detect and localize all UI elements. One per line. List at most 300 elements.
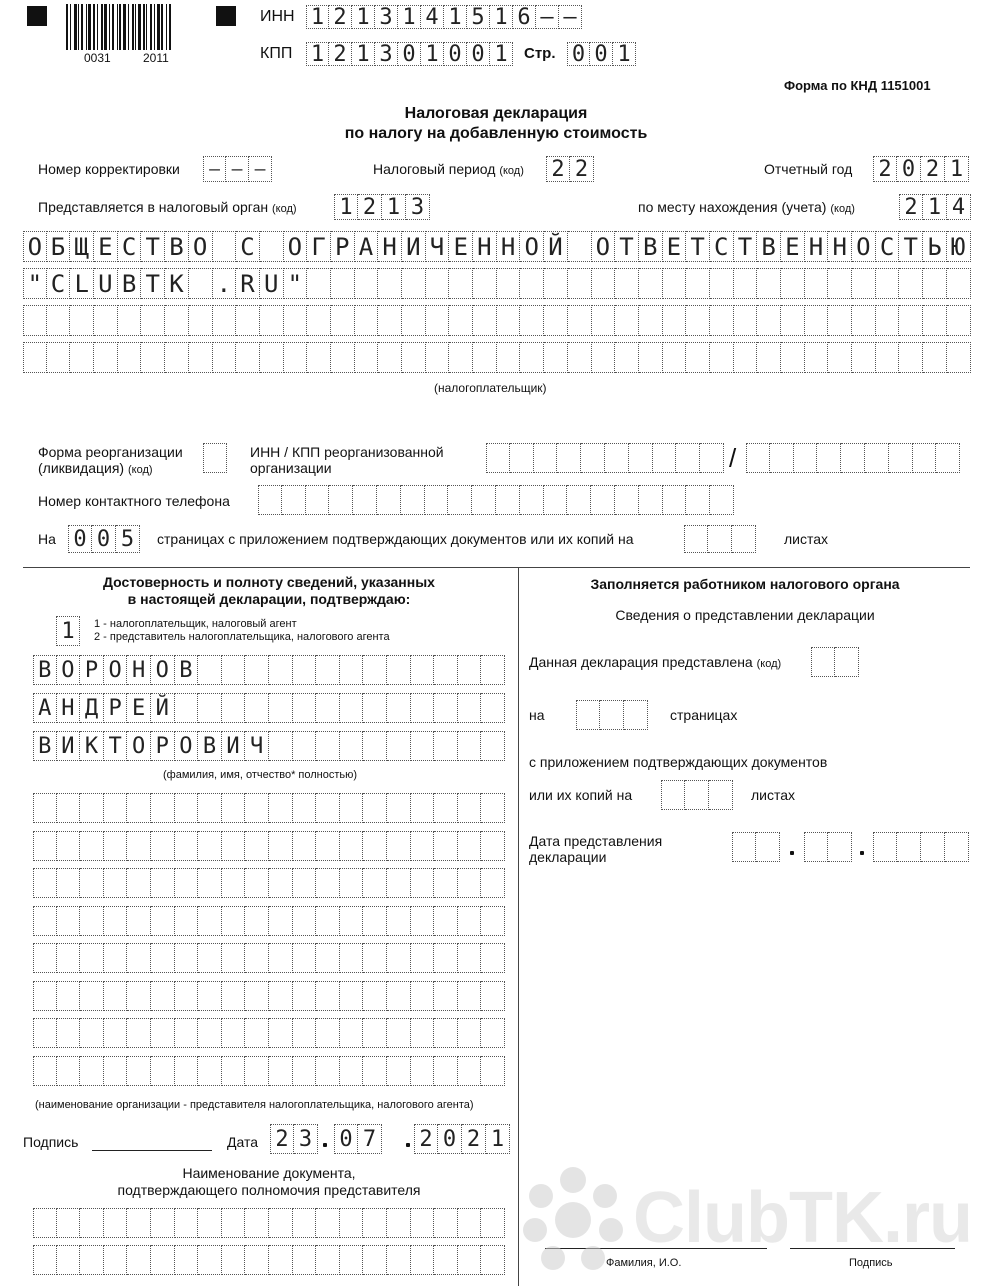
location-cells[interactable] <box>899 194 971 220</box>
taxpayer-row-2[interactable] <box>23 268 971 299</box>
char-cell[interactable] <box>127 981 151 1011</box>
char-cell[interactable] <box>340 655 364 685</box>
char-cell[interactable] <box>676 443 700 473</box>
char-cell[interactable] <box>331 268 355 299</box>
char-cell[interactable] <box>581 443 605 473</box>
char-cell[interactable] <box>663 485 687 515</box>
char-cell[interactable]: – <box>226 156 249 182</box>
char-cell[interactable] <box>141 342 165 373</box>
char-cell[interactable] <box>686 342 710 373</box>
char-cell[interactable] <box>269 981 293 1011</box>
char-cell[interactable]: Н <box>127 655 151 685</box>
char-cell[interactable] <box>151 943 175 973</box>
reorg-inn-cells[interactable] <box>486 443 724 473</box>
char-cell[interactable] <box>794 443 818 473</box>
char-cell[interactable] <box>355 268 379 299</box>
char-cell[interactable]: 1 <box>945 156 969 182</box>
char-cell[interactable] <box>258 485 282 515</box>
char-cell[interactable] <box>781 342 805 373</box>
char-cell[interactable]: В <box>198 731 222 761</box>
char-cell[interactable]: 2 <box>462 1124 486 1154</box>
char-cell[interactable] <box>568 268 592 299</box>
char-cell[interactable] <box>175 1208 199 1238</box>
char-cell[interactable] <box>293 1056 317 1086</box>
char-cell[interactable]: В <box>639 231 663 262</box>
char-cell[interactable] <box>260 342 284 373</box>
name-cells[interactable] <box>33 693 505 723</box>
char-cell[interactable]: 5 <box>467 5 490 29</box>
char-cell[interactable] <box>269 831 293 861</box>
char-cell[interactable]: 1 <box>486 1124 510 1154</box>
char-cell[interactable] <box>534 443 558 473</box>
char-cell[interactable] <box>245 1208 269 1238</box>
char-cell[interactable]: 0 <box>398 42 421 66</box>
char-cell[interactable] <box>449 342 473 373</box>
char-cell[interactable] <box>33 943 57 973</box>
char-cell[interactable] <box>284 305 308 336</box>
char-cell[interactable]: Е <box>94 231 118 262</box>
correction-cells[interactable] <box>203 156 272 182</box>
char-cell[interactable] <box>316 831 340 861</box>
char-cell[interactable] <box>316 655 340 685</box>
char-cell[interactable]: О <box>57 655 81 685</box>
char-cell[interactable] <box>557 443 581 473</box>
char-cell[interactable] <box>104 943 128 973</box>
char-cell[interactable] <box>811 647 835 677</box>
char-cell[interactable] <box>293 906 317 936</box>
char-cell[interactable] <box>33 906 57 936</box>
char-cell[interactable] <box>434 868 458 898</box>
char-cell[interactable] <box>269 1056 293 1086</box>
char-cell[interactable] <box>923 268 947 299</box>
char-cell[interactable]: Е <box>127 693 151 723</box>
char-cell[interactable] <box>411 731 435 761</box>
submission-month-cells[interactable] <box>804 832 852 862</box>
char-cell[interactable] <box>756 832 780 862</box>
char-cell[interactable] <box>316 693 340 723</box>
char-cell[interactable] <box>23 342 47 373</box>
grid-row[interactable] <box>33 1056 505 1086</box>
char-cell[interactable] <box>127 1245 151 1275</box>
char-cell[interactable] <box>852 268 876 299</box>
char-cell[interactable]: Й <box>151 693 175 723</box>
char-cell[interactable]: Р <box>80 655 104 685</box>
char-cell[interactable]: А <box>33 693 57 723</box>
char-cell[interactable] <box>33 1208 57 1238</box>
char-cell[interactable] <box>899 305 923 336</box>
char-cell[interactable] <box>411 1208 435 1238</box>
char-cell[interactable] <box>127 943 151 973</box>
char-cell[interactable] <box>458 793 482 823</box>
char-cell[interactable]: 2 <box>873 156 897 182</box>
char-cell[interactable]: 3 <box>406 194 430 220</box>
char-cell[interactable] <box>805 342 829 373</box>
char-cell[interactable] <box>245 868 269 898</box>
char-cell[interactable] <box>340 1245 364 1275</box>
char-cell[interactable] <box>458 1056 482 1086</box>
char-cell[interactable] <box>33 981 57 1011</box>
char-cell[interactable] <box>434 731 458 761</box>
char-cell[interactable] <box>260 305 284 336</box>
char-cell[interactable] <box>378 268 402 299</box>
char-cell[interactable] <box>307 342 331 373</box>
char-cell[interactable] <box>434 906 458 936</box>
char-cell[interactable]: Т <box>615 231 639 262</box>
char-cell[interactable] <box>757 305 781 336</box>
char-cell[interactable]: 0 <box>590 42 613 66</box>
surname-cells[interactable] <box>33 655 505 685</box>
char-cell[interactable] <box>189 342 213 373</box>
char-cell[interactable] <box>80 1056 104 1086</box>
char-cell[interactable] <box>411 793 435 823</box>
char-cell[interactable] <box>340 1208 364 1238</box>
char-cell[interactable]: Т <box>104 731 128 761</box>
char-cell[interactable] <box>663 268 687 299</box>
char-cell[interactable] <box>118 342 142 373</box>
char-cell[interactable]: В <box>175 655 199 685</box>
char-cell[interactable]: 2 <box>329 42 352 66</box>
char-cell[interactable]: Н <box>805 231 829 262</box>
char-cell[interactable] <box>732 832 756 862</box>
char-cell[interactable]: 0 <box>334 1124 358 1154</box>
char-cell[interactable] <box>175 693 199 723</box>
char-cell[interactable] <box>198 1056 222 1086</box>
char-cell[interactable] <box>316 1208 340 1238</box>
char-cell[interactable]: Р <box>104 693 128 723</box>
char-cell[interactable] <box>363 831 387 861</box>
char-cell[interactable]: K <box>165 268 189 299</box>
char-cell[interactable] <box>734 342 758 373</box>
char-cell[interactable] <box>175 868 199 898</box>
char-cell[interactable] <box>213 305 237 336</box>
char-cell[interactable]: T <box>141 268 165 299</box>
char-cell[interactable] <box>897 832 921 862</box>
char-cell[interactable] <box>663 305 687 336</box>
char-cell[interactable]: L <box>70 268 94 299</box>
char-cell[interactable]: Н <box>57 693 81 723</box>
char-cell[interactable]: 2 <box>570 156 594 182</box>
char-cell[interactable] <box>104 906 128 936</box>
char-cell[interactable] <box>387 793 411 823</box>
char-cell[interactable] <box>282 485 306 515</box>
char-cell[interactable]: 2 <box>358 194 382 220</box>
officer-sheets-cells[interactable] <box>661 780 733 810</box>
char-cell[interactable] <box>213 231 237 262</box>
char-cell[interactable]: В <box>165 231 189 262</box>
char-cell[interactable] <box>340 943 364 973</box>
char-cell[interactable]: 1 <box>352 42 375 66</box>
char-cell[interactable] <box>639 342 663 373</box>
char-cell[interactable] <box>165 305 189 336</box>
char-cell[interactable] <box>544 305 568 336</box>
char-cell[interactable] <box>94 305 118 336</box>
char-cell[interactable]: 1 <box>490 5 513 29</box>
char-cell[interactable] <box>615 342 639 373</box>
char-cell[interactable] <box>165 342 189 373</box>
char-cell[interactable] <box>947 342 971 373</box>
submitted-code-cells[interactable] <box>811 647 859 677</box>
char-cell[interactable] <box>686 268 710 299</box>
char-cell[interactable]: 1 <box>306 5 329 29</box>
char-cell[interactable] <box>175 831 199 861</box>
char-cell[interactable] <box>732 525 756 553</box>
char-cell[interactable] <box>661 780 685 810</box>
char-cell[interactable] <box>710 268 734 299</box>
char-cell[interactable]: 2 <box>329 5 352 29</box>
char-cell[interactable] <box>700 443 724 473</box>
char-cell[interactable]: Е <box>449 231 473 262</box>
char-cell[interactable]: 1 <box>923 194 947 220</box>
char-cell[interactable] <box>222 1245 246 1275</box>
char-cell[interactable] <box>57 1208 81 1238</box>
char-cell[interactable]: Е <box>781 231 805 262</box>
char-cell[interactable] <box>805 268 829 299</box>
char-cell[interactable]: Н <box>828 231 852 262</box>
grid-row[interactable] <box>33 1018 505 1048</box>
inn-cells[interactable] <box>306 5 582 29</box>
char-cell[interactable] <box>127 1208 151 1238</box>
char-cell[interactable] <box>80 981 104 1011</box>
char-cell[interactable] <box>340 793 364 823</box>
char-cell[interactable] <box>222 943 246 973</box>
char-cell[interactable]: 0 <box>438 1124 462 1154</box>
char-cell[interactable] <box>781 305 805 336</box>
char-cell[interactable]: 4 <box>421 5 444 29</box>
char-cell[interactable]: " <box>23 268 47 299</box>
char-cell[interactable] <box>592 305 616 336</box>
grid-row[interactable] <box>33 943 505 973</box>
char-cell[interactable] <box>269 655 293 685</box>
char-cell[interactable] <box>175 906 199 936</box>
char-cell[interactable] <box>544 485 568 515</box>
char-cell[interactable] <box>260 231 284 262</box>
char-cell[interactable] <box>175 981 199 1011</box>
char-cell[interactable] <box>449 268 473 299</box>
char-cell[interactable] <box>245 1245 269 1275</box>
char-cell[interactable] <box>269 693 293 723</box>
taxpayer-row-4[interactable] <box>23 342 971 373</box>
submission-day-cells[interactable] <box>732 832 780 862</box>
char-cell[interactable] <box>151 831 175 861</box>
char-cell[interactable] <box>222 868 246 898</box>
char-cell[interactable]: Н <box>378 231 402 262</box>
char-cell[interactable]: 5 <box>116 525 140 553</box>
char-cell[interactable] <box>434 981 458 1011</box>
char-cell[interactable] <box>47 342 71 373</box>
char-cell[interactable] <box>222 1056 246 1086</box>
char-cell[interactable] <box>175 1056 199 1086</box>
char-cell[interactable] <box>624 700 648 730</box>
char-cell[interactable] <box>293 1245 317 1275</box>
char-cell[interactable] <box>458 731 482 761</box>
char-cell[interactable]: О <box>127 731 151 761</box>
char-cell[interactable]: Т <box>899 231 923 262</box>
char-cell[interactable] <box>841 443 865 473</box>
char-cell[interactable] <box>817 443 841 473</box>
char-cell[interactable]: B <box>118 268 142 299</box>
char-cell[interactable] <box>434 693 458 723</box>
char-cell[interactable] <box>175 943 199 973</box>
char-cell[interactable]: 0 <box>444 42 467 66</box>
char-cell[interactable] <box>198 981 222 1011</box>
char-cell[interactable] <box>189 268 213 299</box>
char-cell[interactable] <box>104 868 128 898</box>
char-cell[interactable]: И <box>222 731 246 761</box>
char-cell[interactable]: R <box>236 268 260 299</box>
char-cell[interactable] <box>269 1018 293 1048</box>
char-cell[interactable] <box>828 305 852 336</box>
char-cell[interactable] <box>426 342 450 373</box>
char-cell[interactable] <box>947 305 971 336</box>
char-cell[interactable] <box>936 443 960 473</box>
char-cell[interactable]: . <box>213 268 237 299</box>
char-cell[interactable] <box>245 831 269 861</box>
char-cell[interactable] <box>520 342 544 373</box>
char-cell[interactable] <box>402 342 426 373</box>
char-cell[interactable] <box>57 1245 81 1275</box>
char-cell[interactable] <box>203 443 227 473</box>
char-cell[interactable] <box>127 868 151 898</box>
char-cell[interactable] <box>710 342 734 373</box>
char-cell[interactable] <box>387 906 411 936</box>
char-cell[interactable]: 3 <box>375 5 398 29</box>
grid-row[interactable] <box>33 868 505 898</box>
char-cell[interactable] <box>151 1208 175 1238</box>
char-cell[interactable] <box>497 342 521 373</box>
char-cell[interactable] <box>770 443 794 473</box>
signature-line[interactable] <box>92 1150 212 1151</box>
char-cell[interactable] <box>615 268 639 299</box>
char-cell[interactable]: 2 <box>899 194 923 220</box>
char-cell[interactable] <box>520 268 544 299</box>
char-cell[interactable] <box>33 831 57 861</box>
char-cell[interactable] <box>329 485 353 515</box>
char-cell[interactable]: Ю <box>947 231 971 262</box>
char-cell[interactable] <box>411 943 435 973</box>
char-cell[interactable] <box>378 305 402 336</box>
char-cell[interactable] <box>94 342 118 373</box>
phone-cells[interactable] <box>258 485 734 515</box>
char-cell[interactable] <box>913 443 937 473</box>
char-cell[interactable]: О <box>592 231 616 262</box>
char-cell[interactable] <box>245 655 269 685</box>
char-cell[interactable] <box>591 485 615 515</box>
char-cell[interactable] <box>473 268 497 299</box>
officer-pages-cells[interactable] <box>576 700 648 730</box>
char-cell[interactable] <box>402 268 426 299</box>
char-cell[interactable] <box>708 525 732 553</box>
char-cell[interactable]: " <box>284 268 308 299</box>
char-cell[interactable] <box>411 868 435 898</box>
char-cell[interactable]: 0 <box>467 42 490 66</box>
char-cell[interactable]: 1 <box>421 42 444 66</box>
char-cell[interactable] <box>222 655 246 685</box>
char-cell[interactable] <box>411 981 435 1011</box>
period-cells[interactable] <box>546 156 594 182</box>
char-cell[interactable] <box>80 1018 104 1048</box>
char-cell[interactable] <box>947 268 971 299</box>
char-cell[interactable] <box>411 1245 435 1275</box>
char-cell[interactable] <box>293 693 317 723</box>
submission-year-cells[interactable] <box>873 832 969 862</box>
char-cell[interactable]: 3 <box>375 42 398 66</box>
taxpayer-row-3[interactable] <box>23 305 971 336</box>
char-cell[interactable] <box>331 342 355 373</box>
char-cell[interactable] <box>363 793 387 823</box>
char-cell[interactable] <box>425 485 449 515</box>
char-cell[interactable]: С <box>118 231 142 262</box>
char-cell[interactable]: Н <box>473 231 497 262</box>
char-cell[interactable] <box>629 443 653 473</box>
char-cell[interactable]: – <box>249 156 272 182</box>
char-cell[interactable] <box>175 1245 199 1275</box>
char-cell[interactable]: 0 <box>567 42 590 66</box>
char-cell[interactable] <box>387 1208 411 1238</box>
char-cell[interactable] <box>198 793 222 823</box>
char-cell[interactable] <box>510 443 534 473</box>
char-cell[interactable] <box>434 793 458 823</box>
reorg-kpp-cells[interactable] <box>746 443 960 473</box>
char-cell[interactable]: А <box>355 231 379 262</box>
char-cell[interactable] <box>481 731 505 761</box>
char-cell[interactable]: 2 <box>414 1124 438 1154</box>
char-cell[interactable] <box>151 868 175 898</box>
char-cell[interactable] <box>411 655 435 685</box>
char-cell[interactable] <box>57 943 81 973</box>
char-cell[interactable]: О <box>175 731 199 761</box>
char-cell[interactable]: И <box>57 731 81 761</box>
char-cell[interactable]: 1 <box>334 194 358 220</box>
char-cell[interactable] <box>316 1245 340 1275</box>
char-cell[interactable] <box>605 443 629 473</box>
char-cell[interactable] <box>734 268 758 299</box>
char-cell[interactable] <box>245 943 269 973</box>
char-cell[interactable] <box>600 700 624 730</box>
char-cell[interactable] <box>33 793 57 823</box>
char-cell[interactable] <box>363 1018 387 1048</box>
char-cell[interactable] <box>293 1208 317 1238</box>
char-cell[interactable] <box>828 832 852 862</box>
char-cell[interactable] <box>684 525 708 553</box>
char-cell[interactable] <box>387 693 411 723</box>
char-cell[interactable] <box>746 443 770 473</box>
char-cell[interactable] <box>80 1208 104 1238</box>
char-cell[interactable]: В <box>33 655 57 685</box>
char-cell[interactable]: 1 <box>352 5 375 29</box>
char-cell[interactable] <box>151 793 175 823</box>
char-cell[interactable]: 2 <box>270 1124 294 1154</box>
char-cell[interactable] <box>293 731 317 761</box>
char-cell[interactable] <box>481 906 505 936</box>
char-cell[interactable] <box>520 305 544 336</box>
char-cell[interactable] <box>316 731 340 761</box>
grid-row[interactable] <box>33 981 505 1011</box>
char-cell[interactable] <box>245 906 269 936</box>
char-cell[interactable] <box>568 342 592 373</box>
char-cell[interactable]: U <box>260 268 284 299</box>
char-cell[interactable] <box>151 1056 175 1086</box>
char-cell[interactable] <box>411 1018 435 1048</box>
char-cell[interactable]: Щ <box>70 231 94 262</box>
char-cell[interactable] <box>567 485 591 515</box>
char-cell[interactable]: Р <box>331 231 355 262</box>
char-cell[interactable] <box>449 305 473 336</box>
char-cell[interactable] <box>805 305 829 336</box>
char-cell[interactable] <box>151 1018 175 1048</box>
char-cell[interactable] <box>448 485 472 515</box>
char-cell[interactable] <box>127 1018 151 1048</box>
char-cell[interactable] <box>401 485 425 515</box>
